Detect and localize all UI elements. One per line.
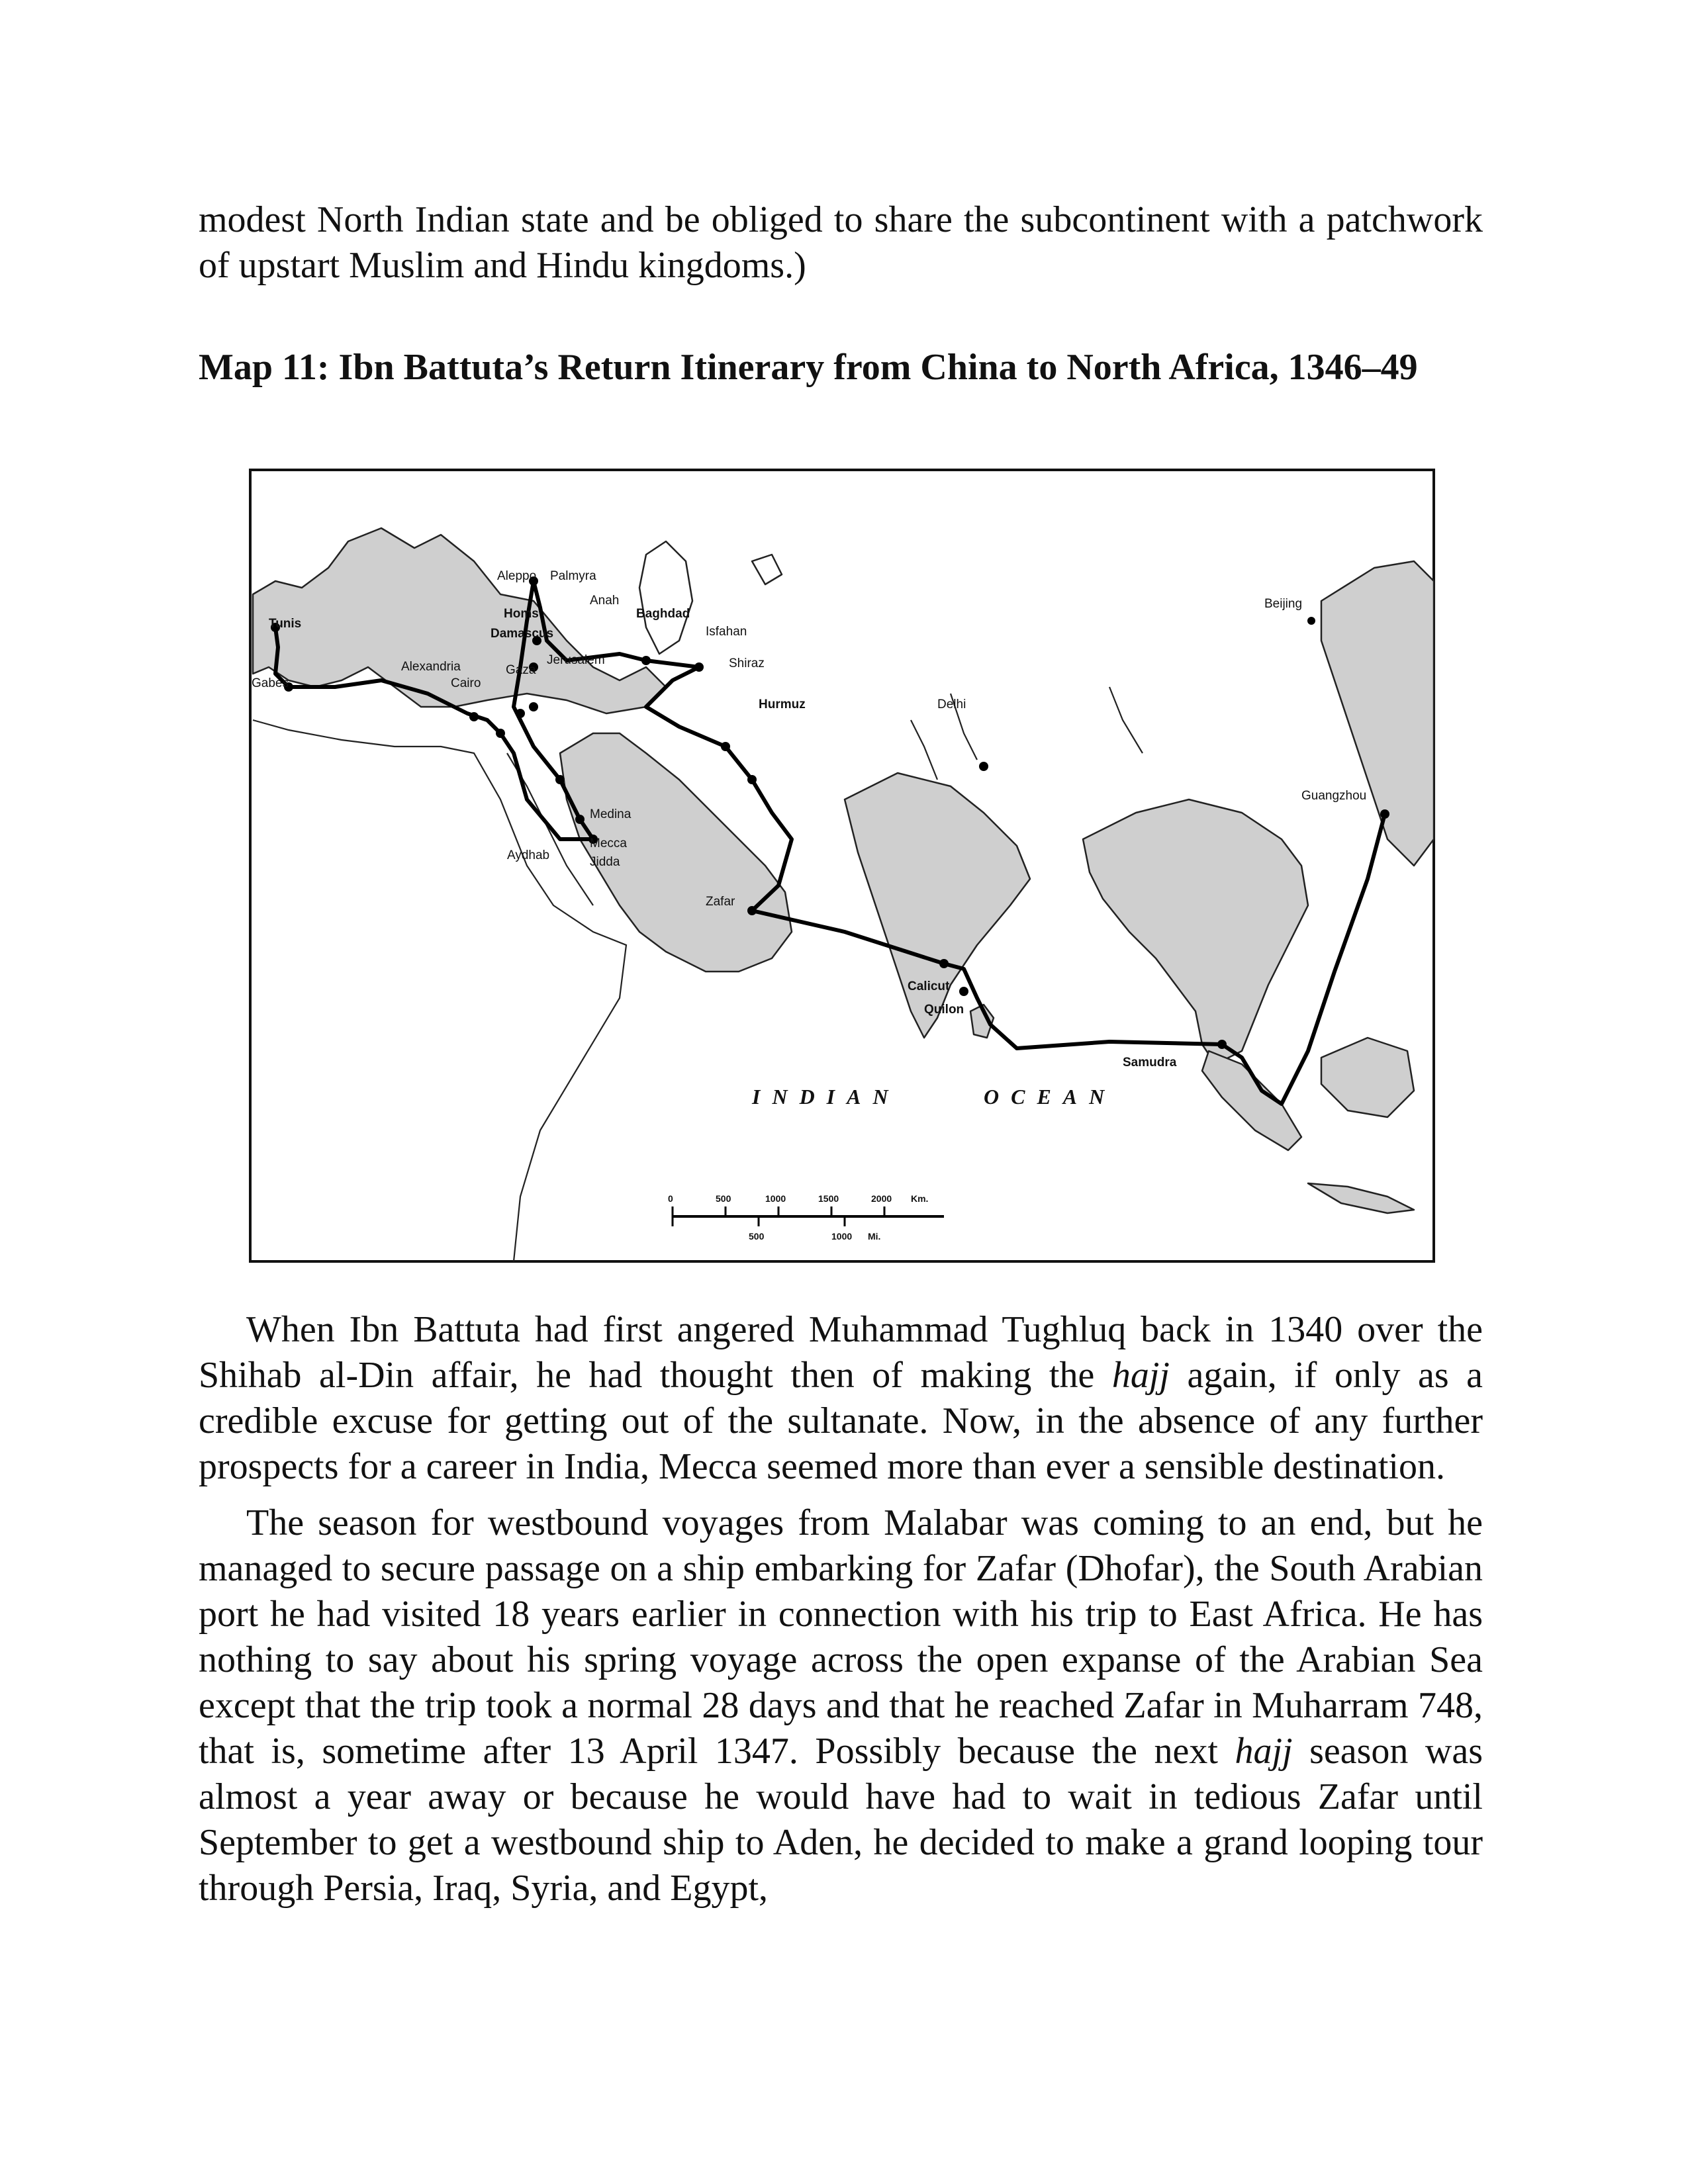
dot-jerusalem <box>529 702 538 711</box>
dot-hurmuz <box>747 775 757 784</box>
scale-km-0: 0 <box>668 1193 673 1204</box>
label-samudra: Samudra <box>1123 1056 1177 1069</box>
p1-text-a: When Ibn Battuta had first angered Muhammad Tughluq back in 1340 over the Shihab al-Din affair, he had thought then of making the <box>199 1309 1483 1396</box>
p2-text-a: The season for westbound voyages from Malabar was coming to an end, but he managed to secure passage on a ship embarking for Zafar (Dhofar), the South Arabian port he had visited 18 years earlier in connection with his trip to East Africa. He has nothing to say about his spring voyage across the open expanse of the Arabian Sea except that the trip took a normal 28 days and that he reached Zafar in Muharram 748, that is, sometime after 13 April 1347. Possibly because the next <box>199 1502 1483 1772</box>
label-beijing: Beijing <box>1264 597 1303 611</box>
ocean-label-indian: INDIAN <box>752 1085 900 1109</box>
label-isfahan: Isfahan <box>706 625 747 639</box>
scale-km-1000: 1000 <box>765 1193 786 1204</box>
label-jerusalem: Jerusalem <box>547 653 605 667</box>
itinerary-map <box>249 469 1435 1263</box>
dot-gaza <box>516 709 525 718</box>
label-baghdad: Baghdad <box>636 607 690 621</box>
dot-isfahan <box>694 662 704 672</box>
label-delhi: Delhi <box>937 698 966 711</box>
dot-alexandria <box>469 712 479 721</box>
intro-paragraph <box>199 197 1483 289</box>
label-gaza: Gaza <box>506 663 536 677</box>
label-hurmuz: Hurmuz <box>759 698 806 711</box>
dot-guangzhou <box>1380 809 1389 819</box>
label-calicut: Calicut <box>908 979 950 993</box>
dot-shiraz <box>721 742 730 751</box>
label-alexandria: Alexandria <box>401 660 461 674</box>
body-text <box>199 1307 1483 1911</box>
scale-km-unit: Km. <box>911 1193 929 1204</box>
scale-mi-unit: Mi. <box>868 1231 881 1242</box>
scale-mi-1000: 1000 <box>831 1231 853 1242</box>
scale-km-1500: 1500 <box>818 1193 839 1204</box>
p2-hajj: hajj <box>1235 1731 1293 1772</box>
intro-text: modest North Indian state and be obliged to share the subcontinent with a patchwork of upstart Muslim and Hindu kingdoms.) <box>199 199 1483 286</box>
label-anah: Anah <box>590 594 620 608</box>
p1-hajj: hajj <box>1111 1355 1170 1396</box>
label-shiraz: Shiraz <box>729 657 765 670</box>
label-zafar: Zafar <box>706 895 735 909</box>
label-homs: Homs <box>504 607 539 621</box>
label-guangzhou: Guangzhou <box>1301 789 1367 803</box>
label-mecca: Mecca <box>590 837 627 850</box>
scale-km-500: 500 <box>716 1193 731 1204</box>
dot-baghdad <box>641 656 651 665</box>
scale-km-2000: 2000 <box>871 1193 892 1204</box>
dot-cairo <box>496 729 505 738</box>
dot-beijing <box>1307 617 1315 625</box>
scale-mi-500: 500 <box>749 1231 765 1242</box>
label-medina: Medina <box>590 807 632 821</box>
dot-delhi <box>979 762 988 771</box>
label-aydhab: Aydhab <box>507 848 550 862</box>
label-aleppo: Aleppo <box>497 569 537 583</box>
dot-samudra <box>1217 1040 1227 1049</box>
label-palmyra: Palmyra <box>550 569 596 583</box>
label-gabes: Gabes <box>252 676 289 690</box>
label-jidda: Jidda <box>590 855 620 869</box>
dot-quilon <box>959 987 968 996</box>
label-cairo: Cairo <box>451 676 481 690</box>
label-damascus: Damascus <box>491 627 554 641</box>
paragraph-2 <box>199 1500 1483 1911</box>
dot-medina <box>555 775 565 784</box>
dot-zafar <box>747 906 757 915</box>
map-caption: Map 11: Ibn Battuta’s Return Itinerary from China to North Africa, 1346–49 <box>199 347 1418 388</box>
label-quilon: Quilon <box>924 1003 964 1017</box>
dot-mecca <box>575 815 585 824</box>
paragraph-1 <box>199 1307 1483 1490</box>
p1-text-b: again, if only as a credible excuse for getting out of the sultanate. Now, in the absence of any further prospects for a career in India, Mecca seemed more than ever a sensible destination. <box>199 1355 1483 1487</box>
p2-text-b: season was almost a year away or because he would have had to wait in tedious Zafar until September to get a westbound ship to Aden, he decided to make a grand looping tour through Persia, Iraq, Syria, and Egypt, <box>199 1731 1483 1909</box>
label-tunis: Tunis <box>269 617 302 631</box>
dot-calicut <box>939 959 949 968</box>
ocean-label-ocean: OCEAN <box>984 1085 1117 1109</box>
